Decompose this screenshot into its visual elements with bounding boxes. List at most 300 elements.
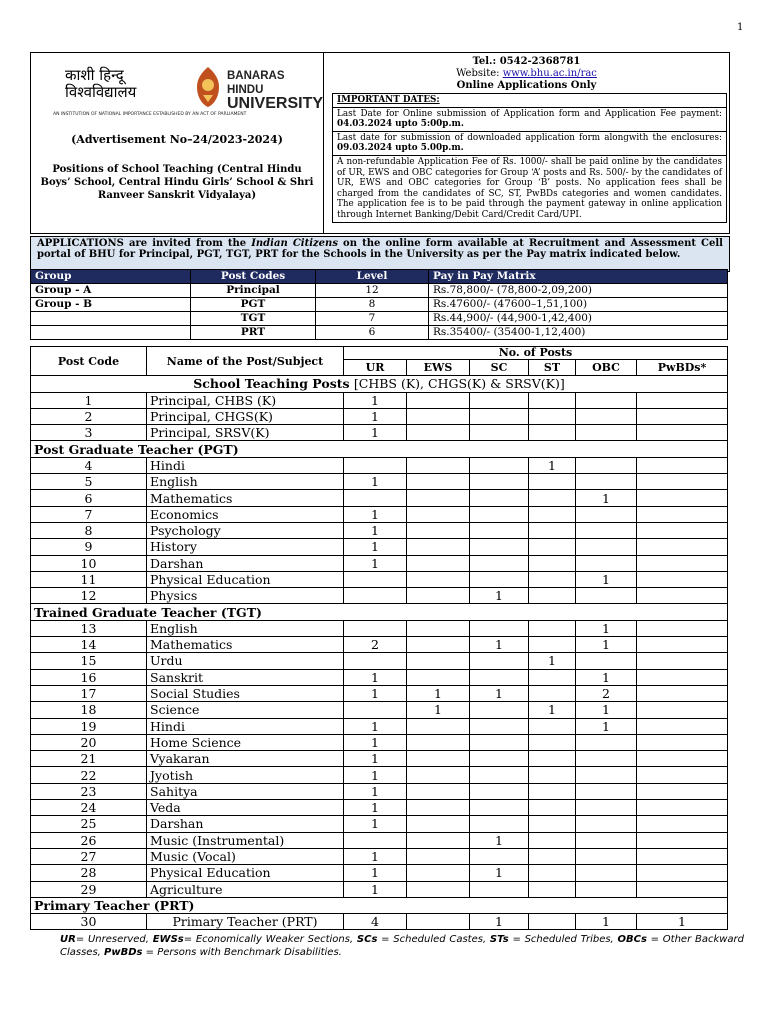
cell-obc xyxy=(576,474,637,490)
pay-cell-group: Group - A xyxy=(31,284,191,298)
cell-st xyxy=(529,620,576,636)
header-no-of-posts: No. of Posts xyxy=(344,347,728,360)
cell-name: Physical Education xyxy=(147,865,344,881)
pay-cell-level: 7 xyxy=(316,312,429,326)
table-row xyxy=(31,506,728,522)
section-tgt: Trained Graduate Teacher (TGT) xyxy=(31,604,728,620)
cell-sc xyxy=(470,474,529,490)
cell-code: 12 xyxy=(31,588,147,604)
logo-tagline: AN INSTITUTION OF NATIONAL IMPORTANCE ESTABLISHED BY AN ACT OF PARLIAMENT xyxy=(53,112,247,117)
table-row xyxy=(31,702,728,718)
cell-ews xyxy=(407,457,470,473)
cell-st xyxy=(529,555,576,571)
cell-pwbd xyxy=(637,669,728,685)
cell-obc xyxy=(576,881,637,897)
cell-code: 27 xyxy=(31,848,147,864)
cell-sc xyxy=(470,800,529,816)
cell-sc xyxy=(470,392,529,408)
table-row xyxy=(31,457,728,473)
cell-ur: 1 xyxy=(344,767,407,783)
cell-code: 20 xyxy=(31,734,147,750)
pay-row xyxy=(31,284,728,298)
cell-name: Vyakaran xyxy=(147,751,344,767)
telephone: Tel.: 0542-2368781 xyxy=(472,56,581,67)
cell-ews xyxy=(407,588,470,604)
cell-code: 15 xyxy=(31,653,147,669)
cell-st xyxy=(529,783,576,799)
table-row xyxy=(31,425,728,441)
header-pwbd: PwBDs* xyxy=(637,360,728,376)
cell-obc xyxy=(576,653,637,669)
pay-cell-post: TGT xyxy=(191,312,316,326)
school-teaching-band: School Teaching Posts [CHBS (K), CHGS(K) & SRSV(K)] xyxy=(31,376,728,392)
cell-pwbd xyxy=(637,392,728,408)
pay-header-level: Level xyxy=(316,270,429,284)
cell-ews xyxy=(407,800,470,816)
cell-sc xyxy=(470,620,529,636)
cell-name: Mathematics xyxy=(147,490,344,506)
cell-name: Urdu xyxy=(147,653,344,669)
cell-st xyxy=(529,474,576,490)
important-dates-heading: IMPORTANT DATES: xyxy=(333,94,726,108)
cell-obc xyxy=(576,522,637,538)
cell-pwbd xyxy=(637,767,728,783)
cell-ur: 1 xyxy=(344,474,407,490)
cell-ur: 4 xyxy=(344,914,407,930)
header-box xyxy=(30,52,730,234)
header-post-code: Post Code xyxy=(31,347,147,376)
cell-sc xyxy=(470,702,529,718)
cell-name: Psychology xyxy=(147,522,344,538)
cell-st xyxy=(529,425,576,441)
cell-sc xyxy=(470,848,529,864)
table-row xyxy=(31,669,728,685)
cell-st xyxy=(529,718,576,734)
cell-st xyxy=(529,490,576,506)
cell-st xyxy=(529,588,576,604)
cell-code: 19 xyxy=(31,718,147,734)
cell-code: 9 xyxy=(31,539,147,555)
cell-ur xyxy=(344,832,407,848)
cell-code: 28 xyxy=(31,865,147,881)
pay-cell-pay: Rs.78,800/- (78,800-2,09,200) xyxy=(429,284,728,298)
header-left xyxy=(31,53,324,233)
cell-sc xyxy=(470,653,529,669)
cell-ews xyxy=(407,392,470,408)
pay-header-row xyxy=(31,270,728,284)
cell-obc xyxy=(576,816,637,832)
pay-header-post: Post Codes xyxy=(191,270,316,284)
cell-name: Mathematics xyxy=(147,637,344,653)
cell-ews xyxy=(407,816,470,832)
table-row xyxy=(31,392,728,408)
cell-obc: 2 xyxy=(576,685,637,701)
cell-sc: 1 xyxy=(470,637,529,653)
cell-ews xyxy=(407,620,470,636)
cell-obc xyxy=(576,832,637,848)
cell-ur: 1 xyxy=(344,848,407,864)
cell-sc xyxy=(470,783,529,799)
cell-code: 10 xyxy=(31,555,147,571)
important-dates-box xyxy=(332,93,727,223)
pay-header-group: Group xyxy=(31,270,191,284)
cell-sc xyxy=(470,751,529,767)
cell-obc: 1 xyxy=(576,571,637,587)
table-row xyxy=(31,881,728,897)
cell-ur xyxy=(344,571,407,587)
cell-obc xyxy=(576,783,637,799)
cell-obc xyxy=(576,457,637,473)
cell-sc xyxy=(470,522,529,538)
cell-st xyxy=(529,848,576,864)
cell-ur: 1 xyxy=(344,783,407,799)
cell-pwbd xyxy=(637,718,728,734)
pay-row xyxy=(31,312,728,326)
cell-code: 7 xyxy=(31,506,147,522)
table-row xyxy=(31,571,728,587)
cell-obc xyxy=(576,751,637,767)
cell-ur: 1 xyxy=(344,425,407,441)
cell-name: Social Studies xyxy=(147,685,344,701)
cell-ews xyxy=(407,408,470,424)
cell-sc: 1 xyxy=(470,865,529,881)
cell-ews xyxy=(407,506,470,522)
pay-row xyxy=(31,326,728,340)
table-row xyxy=(31,751,728,767)
cell-st xyxy=(529,734,576,750)
page-number: 1 xyxy=(737,22,744,33)
cell-obc xyxy=(576,588,637,604)
cell-pwbd xyxy=(637,620,728,636)
cell-st xyxy=(529,506,576,522)
cell-ews xyxy=(407,767,470,783)
cell-sc xyxy=(470,408,529,424)
cell-pwbd xyxy=(637,539,728,555)
cell-name: Science xyxy=(147,702,344,718)
cell-ews xyxy=(407,490,470,506)
footnote: UR= Unreserved, EWSs= Economically Weaker Sections, SCs = Scheduled Castes, STs = Scheduled Tribes, OBCs = Other Backward Classes, PwBDs = Persons with Benchmark Disabilities. xyxy=(60,934,744,958)
cell-pwbd xyxy=(637,522,728,538)
cell-ews xyxy=(407,425,470,441)
cell-ur xyxy=(344,620,407,636)
cell-code: 21 xyxy=(31,751,147,767)
table-row xyxy=(31,637,728,653)
cell-ews xyxy=(407,555,470,571)
cell-code: 14 xyxy=(31,637,147,653)
pay-cell-group xyxy=(31,312,191,326)
cell-st xyxy=(529,522,576,538)
cell-code: 22 xyxy=(31,767,147,783)
cell-name: History xyxy=(147,539,344,555)
cell-ur xyxy=(344,490,407,506)
cell-name: Jyotish xyxy=(147,767,344,783)
cell-name: Economics xyxy=(147,506,344,522)
posts-table xyxy=(30,346,728,930)
header-obc: OBC xyxy=(576,360,637,376)
pay-cell-pay: Rs.44,900/- (44,900-1,42,400) xyxy=(429,312,728,326)
advertisement-number: (Advertisement No–24/2023-2024) xyxy=(71,133,283,146)
cell-sc xyxy=(470,571,529,587)
cell-pwbd xyxy=(637,751,728,767)
cell-sc xyxy=(470,425,529,441)
cell-obc: 1 xyxy=(576,620,637,636)
cell-name: Darshan xyxy=(147,555,344,571)
cell-ur: 1 xyxy=(344,816,407,832)
cell-st xyxy=(529,816,576,832)
cell-ur: 2 xyxy=(344,637,407,653)
cell-obc xyxy=(576,539,637,555)
pay-cell-level: 6 xyxy=(316,326,429,340)
cell-ur xyxy=(344,588,407,604)
cell-name: Sahitya xyxy=(147,783,344,799)
cell-code: 13 xyxy=(31,620,147,636)
cell-obc xyxy=(576,506,637,522)
cell-sc xyxy=(470,490,529,506)
cell-pwbd xyxy=(637,800,728,816)
cell-st xyxy=(529,800,576,816)
cell-name: Veda xyxy=(147,800,344,816)
table-row xyxy=(31,800,728,816)
cell-st xyxy=(529,669,576,685)
cell-ur: 1 xyxy=(344,751,407,767)
cell-pwbd xyxy=(637,848,728,864)
cell-ur: 1 xyxy=(344,408,407,424)
table-row xyxy=(31,783,728,799)
cell-st: 1 xyxy=(529,653,576,669)
table-row xyxy=(31,734,728,750)
header-post-name: Name of the Post/Subject xyxy=(147,347,344,376)
cell-obc xyxy=(576,734,637,750)
cell-pwbd xyxy=(637,425,728,441)
cell-code: 11 xyxy=(31,571,147,587)
cell-sc xyxy=(470,669,529,685)
cell-ur: 1 xyxy=(344,506,407,522)
cell-st xyxy=(529,767,576,783)
cell-st: 1 xyxy=(529,457,576,473)
pay-row xyxy=(31,298,728,312)
cell-obc: 1 xyxy=(576,702,637,718)
cell-obc xyxy=(576,848,637,864)
cell-ur: 1 xyxy=(344,685,407,701)
cell-sc xyxy=(470,539,529,555)
cell-pwbd xyxy=(637,506,728,522)
pay-cell-pay: Rs.47600/- (47600–1,51,100) xyxy=(429,298,728,312)
cell-ews xyxy=(407,637,470,653)
cell-code: 16 xyxy=(31,669,147,685)
table-row xyxy=(31,848,728,864)
cell-code: 17 xyxy=(31,685,147,701)
cell-sc xyxy=(470,881,529,897)
cell-pwbd: 1 xyxy=(637,914,728,930)
cell-sc xyxy=(470,767,529,783)
cell-ur: 1 xyxy=(344,522,407,538)
cell-ews xyxy=(407,571,470,587)
cell-code: 3 xyxy=(31,425,147,441)
positions-text: Positions of School Teaching (Central Hindu Boys’ School, Central Hindu Girls’ School & Shri Ranveer Sanskrit Vidyalaya) xyxy=(40,164,314,201)
online-only: Online Applications Only xyxy=(456,80,597,91)
cell-st xyxy=(529,832,576,848)
cell-obc xyxy=(576,865,637,881)
cell-sc xyxy=(470,506,529,522)
table-row xyxy=(31,522,728,538)
pay-cell-group xyxy=(31,326,191,340)
cell-st xyxy=(529,392,576,408)
cell-ur xyxy=(344,457,407,473)
pay-cell-pay: Rs.35400/- (35400-1,12,400) xyxy=(429,326,728,340)
cell-obc: 1 xyxy=(576,669,637,685)
table-row xyxy=(31,539,728,555)
cell-code: 5 xyxy=(31,474,147,490)
header-st: ST xyxy=(529,360,576,376)
cell-ur: 1 xyxy=(344,734,407,750)
cell-pwbd xyxy=(637,457,728,473)
table-row xyxy=(31,914,728,930)
cell-pwbd xyxy=(637,653,728,669)
cell-ur: 1 xyxy=(344,865,407,881)
cell-name: English xyxy=(147,474,344,490)
header-sc: SC xyxy=(470,360,529,376)
cell-code: 6 xyxy=(31,490,147,506)
cell-st xyxy=(529,571,576,587)
website-link[interactable]: www.bhu.ac.in/rac xyxy=(502,68,597,79)
cell-ur: 1 xyxy=(344,800,407,816)
logo-hindi: काशी हिन्दू विश्वविद्यालय xyxy=(65,66,137,101)
cell-ews xyxy=(407,783,470,799)
cell-name: Principal, SRSV(K) xyxy=(147,425,344,441)
table-row xyxy=(31,832,728,848)
website-line: Website: www.bhu.ac.in/rac xyxy=(456,68,597,79)
cell-st xyxy=(529,881,576,897)
cell-sc: 1 xyxy=(470,685,529,701)
cell-name: Principal, CHGS(K) xyxy=(147,408,344,424)
cell-st xyxy=(529,539,576,555)
pay-cell-post: PRT xyxy=(191,326,316,340)
cell-ur: 1 xyxy=(344,555,407,571)
cell-pwbd xyxy=(637,555,728,571)
cell-obc: 1 xyxy=(576,718,637,734)
seal-icon xyxy=(193,65,223,109)
pay-cell-level: 12 xyxy=(316,284,429,298)
cell-pwbd xyxy=(637,685,728,701)
cell-obc xyxy=(576,767,637,783)
pay-cell-post: Principal xyxy=(191,284,316,298)
cell-obc xyxy=(576,555,637,571)
table-row xyxy=(31,490,728,506)
cell-st: 1 xyxy=(529,702,576,718)
cell-name: English xyxy=(147,620,344,636)
cell-name: Music (Instrumental) xyxy=(147,832,344,848)
table-row xyxy=(31,653,728,669)
cell-st xyxy=(529,637,576,653)
cell-code: 1 xyxy=(31,392,147,408)
table-row xyxy=(31,718,728,734)
cell-obc xyxy=(576,392,637,408)
cell-name: Agriculture xyxy=(147,881,344,897)
cell-sc xyxy=(470,718,529,734)
cell-code: 26 xyxy=(31,832,147,848)
cell-pwbd xyxy=(637,865,728,881)
posts-header-row-1 xyxy=(31,347,728,360)
cell-ews xyxy=(407,734,470,750)
header-ur: UR xyxy=(344,360,407,376)
cell-name: Principal, CHBS (K) xyxy=(147,392,344,408)
cell-ews xyxy=(407,914,470,930)
cell-code: 24 xyxy=(31,800,147,816)
cell-obc xyxy=(576,408,637,424)
cell-sc: 1 xyxy=(470,832,529,848)
cell-code: 23 xyxy=(31,783,147,799)
table-row xyxy=(31,620,728,636)
cell-st xyxy=(529,914,576,930)
cell-code: 18 xyxy=(31,702,147,718)
cell-st xyxy=(529,865,576,881)
cell-pwbd xyxy=(637,734,728,750)
cell-ews xyxy=(407,522,470,538)
cell-ews xyxy=(407,718,470,734)
cell-pwbd xyxy=(637,832,728,848)
cell-name: Music (Vocal) xyxy=(147,848,344,864)
cell-ews xyxy=(407,474,470,490)
cell-code: 8 xyxy=(31,522,147,538)
cell-obc xyxy=(576,425,637,441)
cell-ews xyxy=(407,865,470,881)
cell-code: 29 xyxy=(31,881,147,897)
cell-name: Physical Education xyxy=(147,571,344,587)
cell-obc xyxy=(576,800,637,816)
cell-sc: 1 xyxy=(470,588,529,604)
header-right xyxy=(324,53,729,233)
table-row xyxy=(31,588,728,604)
cell-ews xyxy=(407,653,470,669)
pay-cell-post: PGT xyxy=(191,298,316,312)
cell-name: Home Science xyxy=(147,734,344,750)
cell-code: 30 xyxy=(31,914,147,930)
table-row xyxy=(31,555,728,571)
logo-english: BANARAS HINDU UNIVERSITY xyxy=(227,70,324,112)
cell-pwbd xyxy=(637,490,728,506)
pay-cell-level: 8 xyxy=(316,298,429,312)
submission-deadline: Last date for submission of downloaded application form alongwith the enclosures: 09.03.2024 upto 5.00p.m. xyxy=(333,132,726,156)
cell-name: Darshan xyxy=(147,816,344,832)
section-pgt: Post Graduate Teacher (PGT) xyxy=(31,441,728,457)
cell-st xyxy=(529,685,576,701)
pay-cell-group: Group - B xyxy=(31,298,191,312)
cell-sc xyxy=(470,555,529,571)
table-row xyxy=(31,474,728,490)
cell-pwbd xyxy=(637,702,728,718)
cell-ur: 1 xyxy=(344,539,407,555)
cell-name: Primary Teacher (PRT) xyxy=(147,914,344,930)
cell-pwbd xyxy=(637,816,728,832)
cell-ews xyxy=(407,751,470,767)
cell-name: Physics xyxy=(147,588,344,604)
cell-name: Hindi xyxy=(147,457,344,473)
cell-ews: 1 xyxy=(407,702,470,718)
cell-pwbd xyxy=(637,408,728,424)
header-ews: EWS xyxy=(407,360,470,376)
cell-ews xyxy=(407,848,470,864)
cell-pwbd xyxy=(637,571,728,587)
cell-code: 2 xyxy=(31,408,147,424)
cell-sc: 1 xyxy=(470,914,529,930)
cell-ews xyxy=(407,669,470,685)
cell-pwbd xyxy=(637,881,728,897)
section-prt: Primary Teacher (PRT) xyxy=(31,897,728,913)
pay-matrix-table xyxy=(30,269,728,340)
pay-header-pay: Pay in Pay Matrix xyxy=(429,270,728,284)
cell-ur: 1 xyxy=(344,718,407,734)
cell-obc: 1 xyxy=(576,914,637,930)
